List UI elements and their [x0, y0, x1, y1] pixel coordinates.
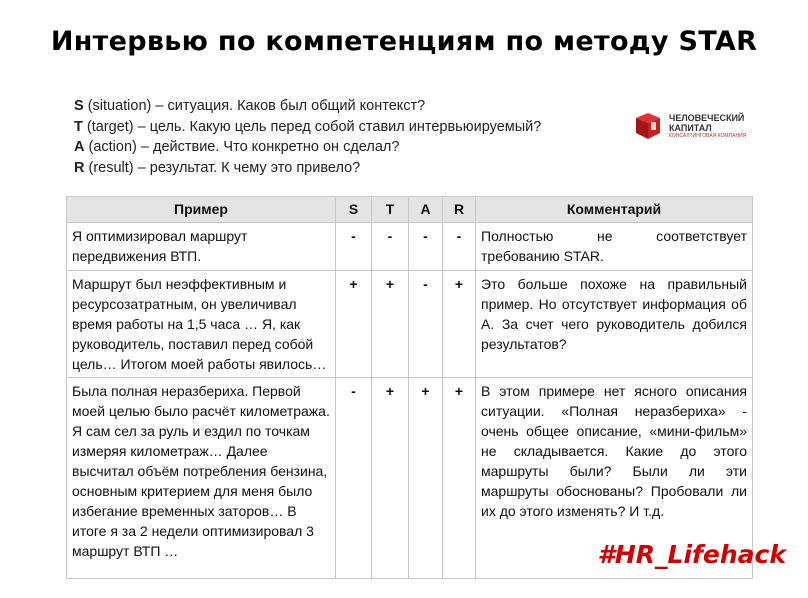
definition-t: T (target) – цель. Какую цель перед собой ставил интервьюируемый?: [74, 118, 542, 135]
table-row: Была полная неразбериха. Первой моей целью было расчёт километража. Я сам сел за руль и ездил по точкам измеряя километраж… Далее высчитал объём потребления бензина, основным критерием для меня было избегание временных заторов… В итоге я за 2 недели оптимизировал 3 маршрут ВТП … - + + + В этом примере нет ясного описания ситуации. «Полная неразбериха» - очень общее описание, «мини-фильм» не складывается. Какие до этого маршруты были? Были ли эти маршруты обоснованы? Пробовали ли их до этого изменять? И т.д.: [67, 378, 753, 579]
hashtag: #HR_Lifehack: [597, 540, 786, 569]
cube-logo-icon: [632, 110, 664, 142]
star-definitions: [74, 96, 541, 178]
table-row: Я оптимизировал маршрут передвижения ВТП. - - - - Полностью не соответствует требованию STAR.: [67, 223, 753, 271]
page-title: Интервью по компетенциям по методу STAR: [50, 26, 758, 57]
definition-r: R (result) – результат. К чему это привело?: [74, 159, 361, 176]
star-examples-table: [66, 196, 753, 579]
definition-a: A (action) – действие. Что конкретно он сделал?: [74, 139, 400, 155]
definition-s: S (situation) – ситуация. Каков был общий контекст?: [74, 98, 426, 114]
company-logo: ЧЕЛОВЕЧЕСКИЙ КАПИТАЛ КОНСАЛТИНГОВАЯ КОМПАНИЯ: [632, 104, 768, 148]
table-header-row: Пример S T A R Комментарий: [67, 197, 753, 223]
table-row: Маршрут был неэффективным и ресурсозатратным, он увеличивал время работы на 1,5 часа … Я, как руководитель, поставил перед собой цель… Итогом моей работы явилось… + + - + Это больше похоже на правильный пример. Но отсутствует информация об А. За счет чего руководитель добился результатов?: [67, 271, 753, 378]
